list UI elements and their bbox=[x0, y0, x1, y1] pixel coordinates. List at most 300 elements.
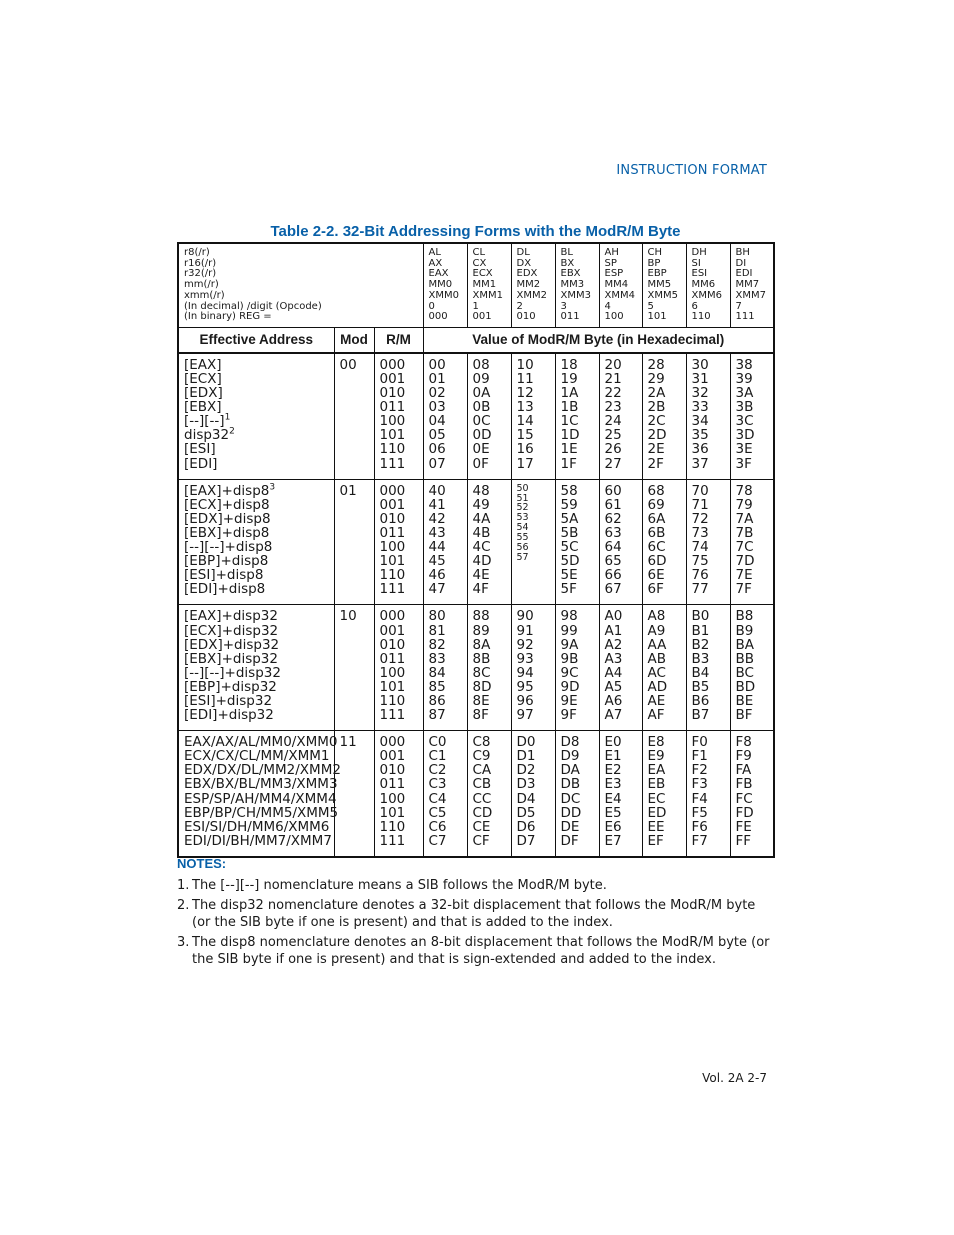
reg-name: MM0 bbox=[428, 279, 453, 291]
reg-name: EBX bbox=[560, 268, 581, 280]
address-group-row bbox=[178, 479, 774, 605]
hex-value: C1 bbox=[428, 748, 447, 765]
hex-value: 50 bbox=[516, 482, 529, 494]
hex-value: 5A bbox=[560, 510, 579, 527]
hex-value: 59 bbox=[560, 496, 578, 513]
hex-value: 6D bbox=[647, 553, 667, 570]
hex-value: 80 bbox=[428, 608, 446, 625]
effective-address bbox=[184, 638, 334, 652]
note-text: The [--][--] nomenclature means a SIB follows the ModR/M byte. bbox=[192, 878, 607, 893]
reg-name: DH bbox=[691, 247, 707, 258]
hex-value: 70 bbox=[691, 482, 709, 499]
hex-value: CF bbox=[472, 832, 490, 849]
hex-value: E9 bbox=[647, 748, 665, 765]
reg-name: EDI bbox=[735, 268, 753, 280]
hex-value: 2A bbox=[647, 385, 666, 402]
hex-value: D2 bbox=[516, 762, 536, 779]
hex-value: 35 bbox=[691, 427, 709, 444]
hex-value: B2 bbox=[691, 636, 710, 653]
hex-value: CD bbox=[472, 804, 493, 821]
hex-value-cell bbox=[730, 731, 774, 857]
hex-value: 94 bbox=[516, 664, 534, 681]
hex-value: FA bbox=[735, 762, 752, 779]
hex-value: 75 bbox=[691, 553, 709, 570]
address-text: EDI/DI/BH/MM7/XMM7 bbox=[184, 832, 332, 849]
reg-name: ECX bbox=[472, 268, 493, 280]
hex-value: 9B bbox=[560, 650, 579, 667]
effective-address bbox=[184, 372, 334, 386]
hex-value: F8 bbox=[735, 734, 752, 751]
hex-value: 18 bbox=[560, 356, 578, 373]
reg-column-cell bbox=[686, 243, 730, 327]
hex-value: B1 bbox=[691, 622, 710, 639]
hex-value: 61 bbox=[604, 496, 622, 513]
reg-name: DL bbox=[516, 247, 530, 258]
hex-value: A6 bbox=[604, 692, 623, 709]
hex-value: 5F bbox=[560, 581, 577, 598]
reg-name: CX bbox=[472, 257, 487, 269]
hex-value: 4E bbox=[472, 567, 490, 584]
hex-value: 3C bbox=[735, 413, 754, 430]
hex-value: 0E bbox=[472, 441, 490, 458]
mod-value: 10 bbox=[339, 608, 357, 625]
hex-value: 8C bbox=[472, 664, 491, 681]
hex-value: 1C bbox=[560, 413, 579, 430]
hex-value: 08 bbox=[472, 356, 490, 373]
hex-value: 83 bbox=[428, 650, 446, 667]
hex-value: 67 bbox=[604, 581, 622, 598]
address-text: [EBP]+disp8 bbox=[184, 553, 269, 570]
reg-name: SI bbox=[691, 257, 701, 269]
address-text: [EDI]+disp32 bbox=[184, 707, 274, 724]
reg-name: 6 bbox=[691, 300, 698, 312]
hex-value: C8 bbox=[472, 734, 491, 751]
footnote-marker: 3 bbox=[269, 482, 276, 493]
hex-value: 31 bbox=[691, 371, 709, 388]
hex-value-cell bbox=[599, 605, 642, 731]
hex-value: 28 bbox=[647, 356, 665, 373]
hex-value-cell bbox=[555, 479, 599, 605]
hex-value: A2 bbox=[604, 636, 623, 653]
effective-address-header: Effective Address bbox=[178, 327, 334, 353]
hex-value: 2C bbox=[647, 413, 666, 430]
hex-value: 3A bbox=[735, 385, 754, 402]
hex-value: B6 bbox=[691, 692, 710, 709]
reg-name: ESI bbox=[691, 268, 708, 280]
hex-value: 71 bbox=[691, 496, 709, 513]
hex-value: 14 bbox=[516, 413, 534, 430]
hex-value: 7B bbox=[735, 524, 754, 541]
reg-name: BL bbox=[560, 247, 573, 258]
hex-value: 04 bbox=[428, 413, 446, 430]
hex-value: 01 bbox=[428, 371, 446, 388]
hex-value: E4 bbox=[604, 790, 622, 807]
hex-value: EB bbox=[647, 776, 666, 793]
reg-column-cell bbox=[730, 243, 774, 327]
rm-value: 111 bbox=[379, 455, 406, 472]
reg-label: r8(/r) bbox=[184, 247, 210, 258]
hex-value: B9 bbox=[735, 622, 754, 639]
reg-label: (In binary) REG = bbox=[184, 311, 272, 323]
mod-value: 00 bbox=[339, 356, 357, 373]
hex-value: CA bbox=[472, 762, 492, 779]
page-header: INSTRUCTION FORMAT bbox=[616, 163, 767, 178]
reg-header-row bbox=[178, 243, 774, 327]
effective-address bbox=[184, 652, 334, 666]
address-text: EBX/BX/BL/MM3/XMM3 bbox=[184, 776, 338, 793]
effective-address-cell bbox=[178, 353, 334, 479]
footnote-marker: 1 bbox=[224, 412, 231, 423]
rm-value: 110 bbox=[379, 567, 406, 584]
hex-value: 4C bbox=[472, 539, 491, 556]
hex-value-cell bbox=[599, 353, 642, 479]
effective-address bbox=[184, 386, 334, 400]
address-text: EAX/AX/AL/MM0/XMM0 bbox=[184, 734, 338, 751]
hex-value: EA bbox=[647, 762, 666, 779]
hex-value-cell bbox=[730, 605, 774, 731]
hex-value: 95 bbox=[516, 678, 534, 695]
hex-value-cell bbox=[642, 605, 686, 731]
hex-value: AA bbox=[647, 636, 667, 653]
address-text: [EDX]+disp8 bbox=[184, 510, 271, 527]
hex-value: E6 bbox=[604, 818, 622, 835]
hex-value: 6A bbox=[647, 510, 666, 527]
reg-name: ESP bbox=[604, 268, 624, 280]
hex-value: 65 bbox=[604, 553, 622, 570]
address-text: EBP/BP/CH/MM5/XMM5 bbox=[184, 804, 339, 821]
hex-value: 33 bbox=[691, 399, 709, 416]
hex-value: BB bbox=[735, 650, 755, 667]
hex-value: 51 bbox=[516, 492, 529, 504]
hex-value: 34 bbox=[691, 413, 709, 430]
hex-value: 84 bbox=[428, 664, 446, 681]
effective-address bbox=[184, 776, 338, 793]
hex-value: A3 bbox=[604, 650, 623, 667]
hex-value: 56 bbox=[516, 542, 529, 554]
reg-name: 0 bbox=[428, 300, 435, 312]
hex-value: E2 bbox=[604, 762, 622, 779]
hex-value: 69 bbox=[647, 496, 665, 513]
hex-value: 4D bbox=[472, 553, 492, 570]
hex-value: 8E bbox=[472, 692, 490, 709]
rm-value: 001 bbox=[379, 371, 406, 388]
hex-value: 5B bbox=[560, 524, 579, 541]
effective-address bbox=[184, 512, 334, 526]
mod-cell bbox=[334, 731, 374, 857]
hex-value: E0 bbox=[604, 734, 622, 751]
rm-value: 000 bbox=[379, 734, 406, 751]
footnote-marker: 2 bbox=[229, 426, 235, 437]
hex-value-cell bbox=[642, 353, 686, 479]
hex-value: FF bbox=[735, 832, 752, 849]
hex-value-cell bbox=[511, 731, 555, 857]
rm-value: 101 bbox=[379, 553, 406, 570]
address-text: [EBX]+disp8 bbox=[184, 524, 270, 541]
hex-value: 7D bbox=[735, 553, 755, 570]
hex-value: 0D bbox=[472, 427, 492, 444]
effective-address bbox=[184, 834, 334, 848]
note-number: 3. bbox=[177, 935, 190, 950]
hex-value: 73 bbox=[691, 524, 709, 541]
address-text: [EAX]+disp8 bbox=[184, 482, 270, 499]
effective-address bbox=[184, 484, 334, 498]
reg-name: BX bbox=[560, 257, 575, 269]
effective-address-cell bbox=[178, 605, 334, 731]
address-text: [EDI]+disp8 bbox=[184, 581, 266, 598]
hex-value: 60 bbox=[604, 482, 622, 499]
address-text: [EDX]+disp32 bbox=[184, 636, 280, 653]
effective-address bbox=[184, 498, 334, 512]
hex-value: 6F bbox=[647, 581, 664, 598]
hex-value: 45 bbox=[428, 553, 446, 570]
hex-value: 43 bbox=[428, 524, 446, 541]
hex-value: A4 bbox=[604, 664, 623, 681]
hex-value: B5 bbox=[691, 678, 710, 695]
hex-value: 17 bbox=[516, 455, 534, 472]
reg-name: BH bbox=[735, 247, 750, 258]
reg-column-cell bbox=[599, 243, 642, 327]
reg-name: 010 bbox=[516, 311, 536, 323]
address-text: disp32 bbox=[184, 427, 230, 444]
hex-value: 9F bbox=[560, 707, 577, 724]
rm-value: 000 bbox=[379, 356, 406, 373]
hex-value: AB bbox=[647, 650, 666, 667]
hex-value: 6B bbox=[647, 524, 666, 541]
address-text: [ESI]+disp8 bbox=[184, 567, 264, 584]
hex-value: 19 bbox=[560, 371, 578, 388]
address-text: ESP/SP/AH/MM4/XMM4 bbox=[184, 790, 337, 807]
hex-value: 81 bbox=[428, 622, 446, 639]
effective-address bbox=[184, 358, 334, 372]
hex-value: D3 bbox=[516, 776, 536, 793]
effective-address bbox=[184, 734, 338, 751]
hex-value: EF bbox=[647, 832, 664, 849]
hex-value: FC bbox=[735, 790, 753, 807]
hex-value: 89 bbox=[472, 622, 490, 639]
reg-name: XMM4 bbox=[604, 289, 635, 301]
rm-value: 110 bbox=[379, 818, 406, 835]
hex-value: 44 bbox=[428, 539, 446, 556]
hex-value: 5C bbox=[560, 539, 579, 556]
reg-name: 4 bbox=[604, 300, 611, 312]
hex-value: 4B bbox=[472, 524, 491, 541]
hex-value: 46 bbox=[428, 567, 446, 584]
hex-value: DB bbox=[560, 776, 581, 793]
hex-value: 77 bbox=[691, 581, 709, 598]
hex-value: 78 bbox=[735, 482, 753, 499]
hex-value: DC bbox=[560, 790, 581, 807]
rm-cell bbox=[374, 353, 423, 479]
hex-value: C2 bbox=[428, 762, 447, 779]
reg-name: 011 bbox=[560, 311, 580, 323]
reg-label: mm(/r) bbox=[184, 279, 219, 291]
hex-value: BD bbox=[735, 678, 756, 695]
hex-value: 99 bbox=[560, 622, 578, 639]
reg-name: AX bbox=[428, 257, 443, 269]
hex-value: CB bbox=[472, 776, 492, 793]
hex-value: 85 bbox=[428, 678, 446, 695]
hex-value: 4F bbox=[472, 581, 489, 598]
hex-value: E1 bbox=[604, 748, 622, 765]
hex-value: B7 bbox=[691, 707, 710, 724]
hex-value: F5 bbox=[691, 804, 708, 821]
effective-address bbox=[184, 457, 334, 471]
page-footer: Vol. 2A 2-7 bbox=[702, 1071, 767, 1085]
address-text: ESI/SI/DH/MM6/XMM6 bbox=[184, 818, 330, 835]
hex-value: 2B bbox=[647, 399, 666, 416]
hex-value: D1 bbox=[516, 748, 536, 765]
address-text: [ECX] bbox=[184, 371, 222, 388]
reg-name: 110 bbox=[691, 311, 711, 323]
reg-name: MM5 bbox=[647, 279, 672, 291]
hex-value: 7C bbox=[735, 539, 754, 556]
hex-value: 1A bbox=[560, 385, 579, 402]
reg-column-cell bbox=[642, 243, 686, 327]
hex-value: 00 bbox=[428, 356, 446, 373]
hex-value: 52 bbox=[516, 502, 529, 514]
effective-address bbox=[184, 540, 334, 554]
effective-address bbox=[184, 680, 334, 694]
note-number: 2. bbox=[177, 898, 190, 913]
hex-value: 87 bbox=[428, 707, 446, 724]
reg-name: EBP bbox=[647, 268, 667, 280]
hex-value: F4 bbox=[691, 790, 708, 807]
hex-value: 53 bbox=[516, 512, 529, 524]
mod-value: 11 bbox=[339, 734, 357, 751]
reg-name: 111 bbox=[735, 311, 755, 323]
rm-value: 010 bbox=[379, 385, 406, 402]
rm-value: 011 bbox=[379, 776, 406, 793]
hex-value: 8D bbox=[472, 678, 492, 695]
hex-value: FB bbox=[735, 776, 753, 793]
hex-value: E5 bbox=[604, 804, 622, 821]
hex-value: 0F bbox=[472, 455, 489, 472]
reg-name: 7 bbox=[735, 300, 742, 312]
hex-value: DF bbox=[560, 832, 579, 849]
address-text: [EBX] bbox=[184, 399, 222, 416]
hex-value: 0B bbox=[472, 399, 491, 416]
reg-name: AH bbox=[604, 247, 619, 258]
hex-value: 62 bbox=[604, 510, 622, 527]
hex-value: 2E bbox=[647, 441, 665, 458]
hex-value-cell bbox=[467, 479, 511, 605]
mod-cell bbox=[334, 605, 374, 731]
hex-value: 1E bbox=[560, 441, 578, 458]
hex-value: A8 bbox=[647, 608, 666, 625]
hex-value: 72 bbox=[691, 510, 709, 527]
hex-value: F9 bbox=[735, 748, 752, 765]
hex-value: D9 bbox=[560, 748, 580, 765]
hex-value: 55 bbox=[516, 532, 529, 544]
effective-address bbox=[184, 428, 334, 442]
notes-list bbox=[177, 877, 777, 971]
hex-value: F2 bbox=[691, 762, 708, 779]
hex-value: 90 bbox=[516, 608, 534, 625]
rm-value: 011 bbox=[379, 650, 406, 667]
hex-value: D4 bbox=[516, 790, 536, 807]
hex-value: C5 bbox=[428, 804, 447, 821]
reg-name: SP bbox=[604, 257, 617, 269]
effective-address bbox=[184, 820, 334, 834]
hex-value: 13 bbox=[516, 399, 534, 416]
rm-value: 100 bbox=[379, 413, 406, 430]
effective-address bbox=[184, 609, 334, 623]
hex-value: F6 bbox=[691, 818, 708, 835]
hex-value: 5E bbox=[560, 567, 578, 584]
hex-value: 0A bbox=[472, 385, 491, 402]
hex-value: 96 bbox=[516, 692, 534, 709]
hex-value-cell bbox=[555, 605, 599, 731]
hex-value: 97 bbox=[516, 707, 534, 724]
hex-value: 41 bbox=[428, 496, 446, 513]
hex-value: 20 bbox=[604, 356, 622, 373]
effective-address bbox=[184, 804, 339, 821]
hex-value: 93 bbox=[516, 650, 534, 667]
hex-value: 2D bbox=[647, 427, 667, 444]
hex-value: 66 bbox=[604, 567, 622, 584]
hex-value-cell bbox=[467, 731, 511, 857]
hex-value: 0C bbox=[472, 413, 491, 430]
reg-name: XMM7 bbox=[735, 289, 766, 301]
hex-value: 79 bbox=[735, 496, 753, 513]
hex-value: 42 bbox=[428, 510, 446, 527]
hex-value: 15 bbox=[516, 427, 534, 444]
hex-value: F1 bbox=[691, 748, 708, 765]
reg-name: 1 bbox=[472, 300, 479, 312]
hex-value: D6 bbox=[516, 818, 536, 835]
hex-value: 06 bbox=[428, 441, 446, 458]
reg-name: EAX bbox=[428, 268, 449, 280]
hex-value: D0 bbox=[516, 734, 536, 751]
reg-name: XMM5 bbox=[647, 289, 678, 301]
hex-value: B8 bbox=[735, 608, 754, 625]
reg-name: 000 bbox=[428, 311, 448, 323]
hex-value: 6E bbox=[647, 567, 665, 584]
rm-value: 110 bbox=[379, 441, 406, 458]
hex-value-cell bbox=[686, 479, 730, 605]
hex-value: 86 bbox=[428, 692, 446, 709]
hex-value: 91 bbox=[516, 622, 534, 639]
hex-value: 8F bbox=[472, 707, 489, 724]
reg-name: MM7 bbox=[735, 279, 760, 291]
rm-cell bbox=[374, 731, 423, 857]
rm-value: 010 bbox=[379, 762, 406, 779]
rm-value: 001 bbox=[379, 748, 406, 765]
hex-value: 21 bbox=[604, 371, 622, 388]
hex-value-cell bbox=[555, 353, 599, 479]
hex-value: AF bbox=[647, 707, 665, 724]
hex-value-cell bbox=[511, 479, 555, 605]
hex-value: 02 bbox=[428, 385, 446, 402]
rm-value: 011 bbox=[379, 399, 406, 416]
modrm-table bbox=[177, 242, 775, 858]
hex-value: 29 bbox=[647, 371, 665, 388]
reg-name: 101 bbox=[647, 311, 667, 323]
hex-value: BF bbox=[735, 707, 753, 724]
reg-name: 5 bbox=[647, 300, 654, 312]
hex-value: D8 bbox=[560, 734, 580, 751]
hex-value: 7E bbox=[735, 567, 753, 584]
hex-value: CE bbox=[472, 818, 491, 835]
effective-address bbox=[184, 749, 334, 763]
hex-value: 58 bbox=[560, 482, 578, 499]
address-text: [ESI] bbox=[184, 441, 216, 458]
hex-value: 8B bbox=[472, 650, 491, 667]
hex-value: 2F bbox=[647, 455, 664, 472]
hex-value: 3F bbox=[735, 455, 752, 472]
hex-value: 11 bbox=[516, 371, 534, 388]
hex-value: A5 bbox=[604, 678, 623, 695]
